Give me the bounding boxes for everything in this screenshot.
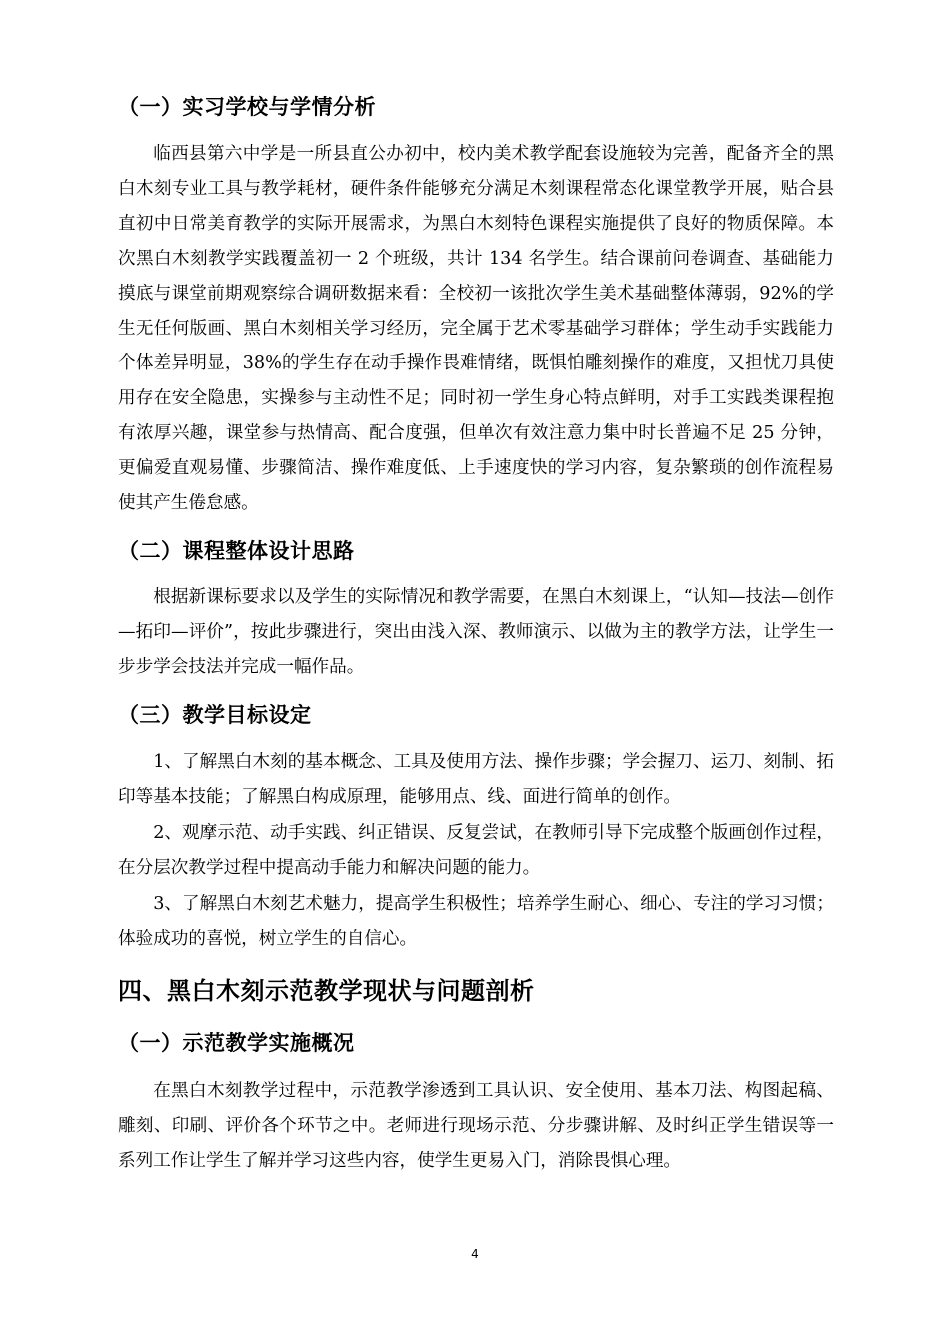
paragraph-demo-overview: 在黑白木刻教学过程中，示范教学渗透到工具认识、安全使用、基本刀法、构图起稿、雕刻、印刷、评价各个环节之中。老师进行现场示范、分步骤讲解、及时纠正学生错误等一系列工作让学生了解并学习这些内容，使学生更易入门，消除畏惧心理。 <box>118 1080 834 1171</box>
section-heading-course-design: （二）课程整体设计思路 <box>118 538 355 563</box>
goal-item-1: 1、了解黑白木刻的基本概念、工具及使用方法、操作步骤；学会握刀、运刀、刻制、拓印等基本技能；了解黑白构成原理，能够用点、线、面进行简单的创作。 <box>118 751 834 808</box>
page-content <box>118 92 834 1178</box>
section-heading-demo-overview: （一）示范教学实施概况 <box>118 1030 355 1055</box>
page-number: 4 <box>471 1247 479 1261</box>
chapter-heading-demonstration-teaching: 四、黑白木刻示范教学现状与问题剖析 <box>118 976 535 1005</box>
section-heading-teaching-goals: （三）教学目标设定 <box>118 702 312 727</box>
section-heading-internship-school: （一）实习学校与学情分析 <box>118 95 376 119</box>
goal-item-2: 2、观摩示范、动手实践、纠正错误、反复尝试，在教师引导下完成整个版画创作过程，在分层次教学过程中提高动手能力和解决问题的能力。 <box>118 822 834 879</box>
goal-item-3: 3、了解黑白木刻艺术魅力，提高学生积极性；培养学生耐心、细心、专注的学习习惯；体验成功的喜悦，树立学生的自信心。 <box>118 893 834 950</box>
paragraph-school-analysis: 临西县第六中学是一所县直公办初中，校内美术教学配套设施较为完善，配备齐全的黑白木刻专业工具与教学耗材，硬件条件能够充分满足木刻课程常态化课堂教学开展，贴合县直初中日常美育教学的实际开展需求，为黑白木刻特色课程实施提供了良好的物质保障。本次黑白木刻教学实践覆盖初一 2 个班级，共计 134 名学生。结合课前问卷调查、基础能力摸底与课堂前期观察综合调研数据来看：全校初一该批次学生美术基础整体薄弱，92%的学生无任何版画、黑白木刻相关学习经历，完全属于艺术零基础学习群体；学生动手实践能力个体差异明显，38%的学生存在动手操作畏难情绪，既惧怕雕刻操作的难度，又担忧刀具使用存在安全隐患，实操参与主动性不足；同时初一学生身心特点鲜明，对手工实践类课程抱有浓厚兴趣，课堂参与热情高、配合度强，但单次有效注意力集中时长普遍不足 25 分钟，更偏爱直观易懂、步骤简洁、操作难度低、上手速度快的学习内容，复杂繁琐的创作流程易使其产生倦怠感。 <box>118 144 834 514</box>
paragraph-course-design: 根据新课标要求以及学生的实际情况和教学需要，在黑白木刻课上，“认知—技法—创作—拓印—评价”，按此步骤进行，突出由浅入深、教师演示、以做为主的教学方法，让学生一步步学会技法并完成一幅作品。 <box>118 586 834 677</box>
